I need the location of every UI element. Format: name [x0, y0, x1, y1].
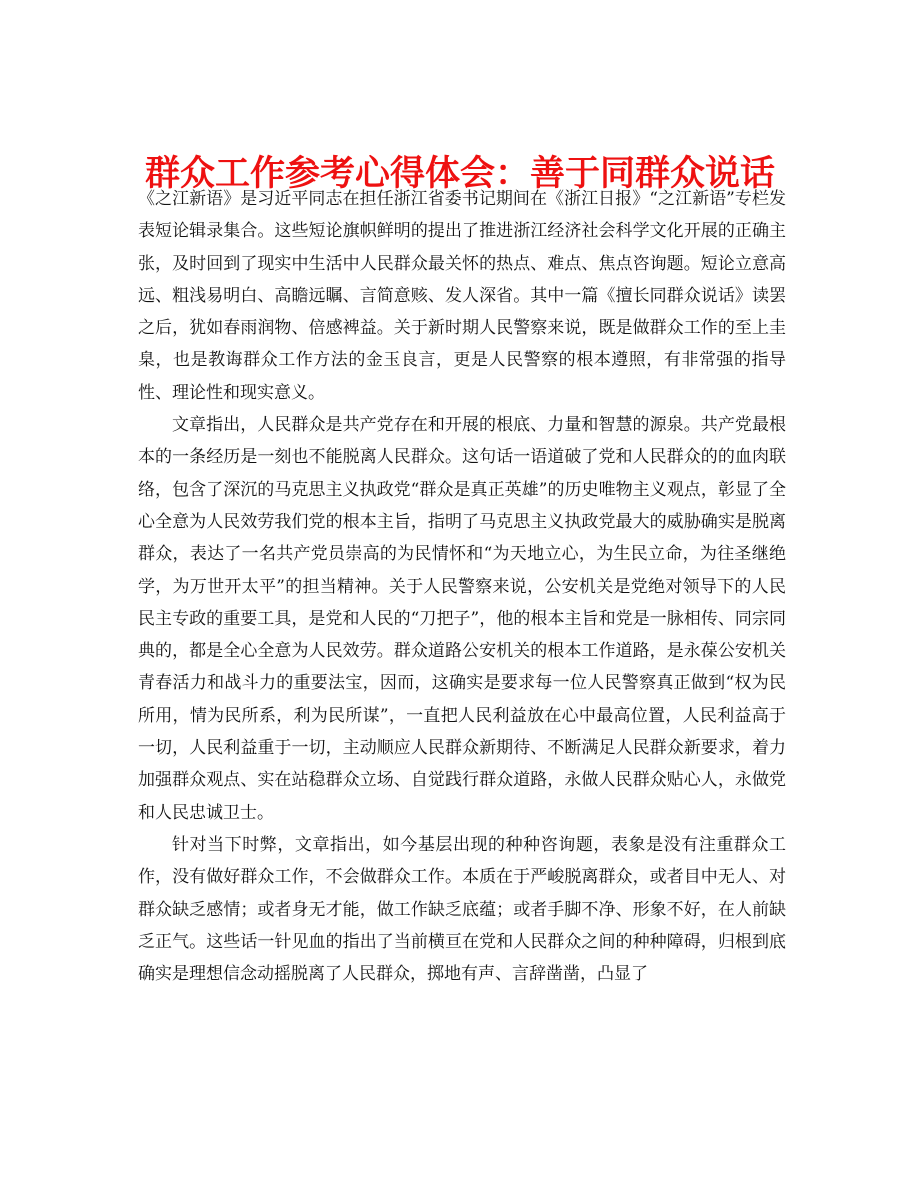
- paragraph-article-points: 文章指出，人民群众是共产党存在和开展的根底、力量和智慧的源泉。共产党最根本的一条经历是一刻也不能脱离人民群众。这句话一语道破了党和人民群众的的血肉联络，包含了深沉的马克思主义执政党“群众是真正英雄”的历史唯物主义观点，彰显了全心全意为人民效劳我们党的根本主旨，指明了马克思主义执政党最大的威胁确实是脱离群众，表达了一名共产党员崇高的为民情怀和“为天地立心，为生民立命，为往圣继绝学，为万世开太平”的担当精神。关于人民警察来说，公安机关是党绝对领导下的人民民主专政的重要工具，是党和人民的“刀把子”，他的根本主旨和党是一脉相传、同宗同典的，都是全心全意为人民效劳。群众道路公安机关的根本工作道路，是永葆公安机关青春活力和战斗力的重要法宝，因而，这确实是要求每一位人民警察真正做到“权为民所用，情为民所系，利为民所谋”，一直把人民利益放在心中最高位置，人民利益高于一切，人民利益重于一切，主动顺应人民群众新期待、不断满足人民群众新要求，着力加强群众观点、实在站稳群众立场、自觉践行群众道路，永做人民群众贴心人，永做党和人民忠诚卫士。: [138, 415, 786, 823]
- document-title: 群众工作参考心得体会：善于同群众说话: [144, 154, 775, 195]
- paragraph-current-issues: 针对当下时弊，文章指出，如今基层出现的种种咨询题，表象是没有注重群众工作，没有做好群众工作，不会做群众工作。本质在于严峻脱离群众，或者目中无人、对群众缺乏感情；或者身无才能，做工作缺乏底蕴；或者手脚不净、形象不好，在人前缺乏正气。这些话一针见血的指出了当前横亘在党和人民群众之间的种种障碍，归根到底确实是理想信念动摇脱离了人民群众，掷地有声、言辞凿凿，凸显了: [138, 834, 786, 985]
- document-body: [138, 183, 786, 990]
- paragraph-intro: 《之江新语》是习近平同志在担任浙江省委书记期间在《浙江日报》“之江新语”专栏发表短论辑录集合。这些短论旗帜鲜明的提出了推进浙江经济社会科学文化开展的正确主张，及时回到了现实中生活中人民群众最关怀的热点、难点、焦点咨询题。短论立意高远、粗浅易明白、高瞻远瞩、言简意赅、发人深省。其中一篇《擅长同群众说话》读罢之后，犹如春雨润物、倍感裨益。关于新时期人民警察来说，既是做群众工作的至上圭臬，也是教诲群众工作方法的金玉良言，更是人民警察的根本遵照，有非常强的指导性、理论性和现实意义。: [138, 189, 786, 403]
